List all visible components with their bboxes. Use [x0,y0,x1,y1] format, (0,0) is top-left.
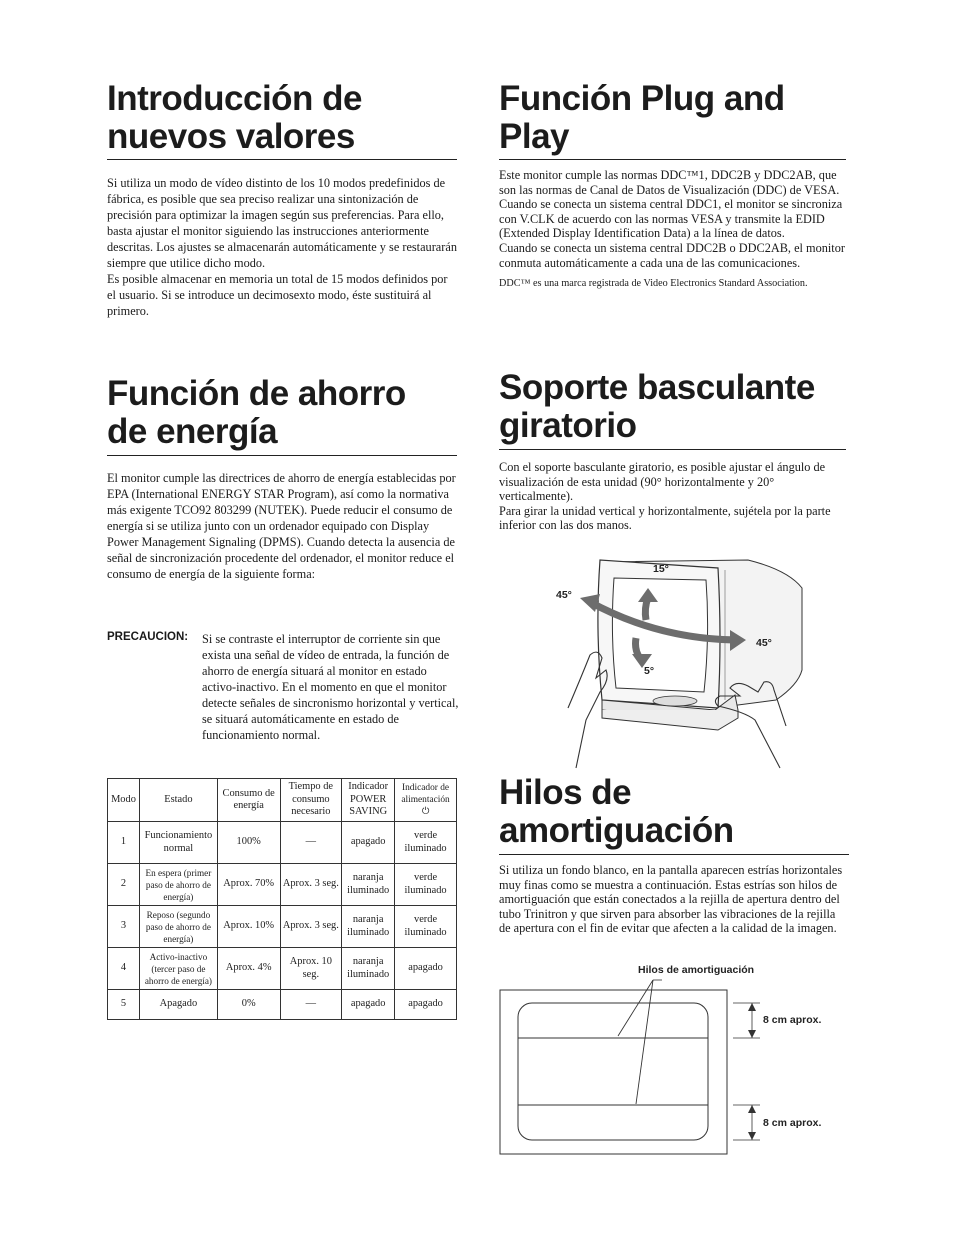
stand-rule [499,449,846,450]
table-header: Indicador POWER SAVING [342,779,395,822]
table-cell: Reposo (segundo paso de ahorro de energía) [139,906,217,948]
tilt-swivel-illustration [540,550,830,770]
table-cell: Aprox. 70% [217,864,280,906]
table-cell: 1 [108,822,140,864]
caution-text: Si se contraste el interruptor de corriente sin que exista una señal de vídeo de entrada, la función de ahorro de energía situará al monitor en estado activo-inactivo. En el momento en que el monitor detecte señales de sincronismo horizontal y vertical, se situará automáticamente en estado de funcionamiento normal. [202,632,459,742]
table-header [395,779,457,822]
table-cell: En espera (primer paso de ahorro de energía) [139,864,217,906]
damper-title-line2: amortiguación [499,811,734,850]
energy-paragraph: El monitor cumple las directrices de ahorro de energía establecidas por EPA (International ENERGY STAR Program), así como la normativa más exigente TCO92 803299 (NUTEK). Puede reducir el consumo de energía si se utiliza junto con un ordenador equipado con Display Power Management Signaling (DPMS). Cuando detecta la ausencia de señal de sincronización procedente del ordenador, el monitor reduce el consumo de energía de la siguiente forma: [107,471,456,581]
table-cell: 2 [108,864,140,906]
tilt-down-label: 5° [644,665,655,677]
damper-bottom-distance: 8 cm aprox. [763,1117,822,1129]
intro-paragraph-2: Es posible almacenar en memoria un total de 15 modos definidos por el usuario. Si se introduce un decimosexto modo, éste sustituirá al primero. [107,272,448,318]
table-cell: — [280,990,342,1020]
plug-title [499,80,849,156]
table-cell: Activo-inactivo (tercer paso de ahorro de energía) [139,948,217,990]
stand-title [499,369,849,445]
table-row [108,822,457,864]
table-cell: 5 [108,990,140,1020]
intro-title [107,80,457,156]
swivel-left-label: 45° [556,589,572,601]
energy-rule [107,455,457,456]
damper-section [499,774,849,850]
plug-title-line1: Función Plug and [499,79,785,118]
table-cell: 4 [108,948,140,990]
energy-title-line1: Función de ahorro [107,374,406,413]
damper-body [499,863,849,936]
plug-paragraph-3: Cuando se conecta un sistema central DDC2B o DDC2AB, el monitor conmuta automáticamente a cada una de las comunicaciones. [499,240,845,270]
table-cell: 3 [108,906,140,948]
table-cell: Funcionamiento normal [139,822,217,864]
intro-title-line1: Introducción de [107,79,362,118]
table-cell: verde iluminado [395,906,457,948]
table-cell: apagado [342,990,395,1020]
caution-label: PRECAUCION: [107,631,189,643]
table-cell: Aprox. 4% [217,948,280,990]
table-cell: apagado [395,990,457,1020]
plug-paragraph-2: Cuando se conecta un sistema central DDC1, el monitor se sincroniza con V.CLK de acuerdo con las normas VESA y transmite la EDID (Extended Display Identification Data) a la línea de datos. [499,197,843,241]
damper-wires-illustration [495,958,840,1158]
damper-paragraph: Si utiliza un fondo blanco, en la pantalla aparecen estrías horizontales muy finas como se muestra a continuación. Estas estrías son hilos de amortiguación que están conectados a la rejilla de apertura dentro del tubo Trinitron y que sirven para absorber las vibraciones de la rejilla de apertura con el fin de evitar que afecten a la calidad de la imagen. [499,863,843,936]
table-header: Tiempo de consumo necesario [280,779,342,822]
plug-section [499,80,849,156]
table-cell: apagado [395,948,457,990]
table-cell: Apagado [139,990,217,1020]
damper-title-line1: Hilos de [499,773,632,812]
power-modes-table [107,778,457,1020]
table-cell: verde iluminado [395,822,457,864]
plug-title-line2: Play [499,117,569,156]
stand-paragraph-1: Con el soporte basculante giratorio, es posible ajustar el ángulo de visualización de esta unidad (90° horizontalmente y 20° verticalmente). [499,460,826,504]
table-cell: verde iluminado [395,864,457,906]
energy-title [107,375,457,451]
table-header: Estado [139,779,217,822]
table-cell: 0% [217,990,280,1020]
intro-body [107,175,457,319]
table-cell: Aprox. 10 seg. [280,948,342,990]
damper-title [499,774,849,850]
table-cell: Aprox. 3 seg. [280,906,342,948]
intro-section [107,80,457,156]
table-row [108,906,457,948]
table-row [108,948,457,990]
table-cell: Aprox. 3 seg. [280,864,342,906]
swivel-right-label: 45° [756,637,772,649]
table-cell: — [280,822,342,864]
table-cell: Aprox. 10% [217,906,280,948]
plug-body [499,168,849,290]
power-icon: ⏻ [421,807,430,817]
damper-rule [499,854,849,855]
table-row [108,864,457,906]
stand-body [499,460,849,533]
stand-section [499,369,849,445]
table-row [108,990,457,1020]
intro-title-line2: nuevos valores [107,117,355,156]
table-header: Consumo de energía [217,779,280,822]
table-cell: naranja iluminado [342,948,395,990]
stand-paragraph-2: Para girar la unidad vertical y horizontalmente, sujétela por la parte inferior con las dos manos. [499,503,831,533]
energy-body [107,470,457,582]
stand-title-line2: giratorio [499,406,637,445]
stand-title-line1: Soporte basculante [499,368,815,407]
table-cell: apagado [342,822,395,864]
table-cell: naranja iluminado [342,906,395,948]
table-header: Modo [108,779,140,822]
plug-trademark-note: DDC™ es una marca registrada de Video Electronics Standard Association. [499,278,808,290]
energy-title-line2: de energía [107,412,278,451]
table-header-row [108,779,457,822]
table-header-label: Indicador de alimentación [401,783,450,805]
damper-top-distance: 8 cm aprox. [763,1014,822,1026]
table-cell: naranja iluminado [342,864,395,906]
intro-rule [107,159,457,160]
table-cell: 100% [217,822,280,864]
intro-paragraph-1: Si utiliza un modo de vídeo distinto de los 10 modos predefinidos de fábrica, es posible que sea preciso realizar una sintonización de precisión para optimizar la imagen según sus preferencias. Para ello, basta ajustar el monitor siguiendo las instrucciones anteriormente descritas. Los ajustes se almacenarán automáticamente y se restaurarán siempre que utilice dicho modo. [107,176,457,270]
damper-figure-title: Hilos de amortiguación [638,964,755,976]
plug-paragraph-1: Este monitor cumple las normas DDC™1, DDC2B y DDC2AB, que son las normas de Canal de Datos de Visualización (DDC) de VESA. [499,168,840,197]
tilt-up-label: 15° [653,563,669,575]
plug-rule [499,159,846,160]
energy-section [107,375,457,451]
